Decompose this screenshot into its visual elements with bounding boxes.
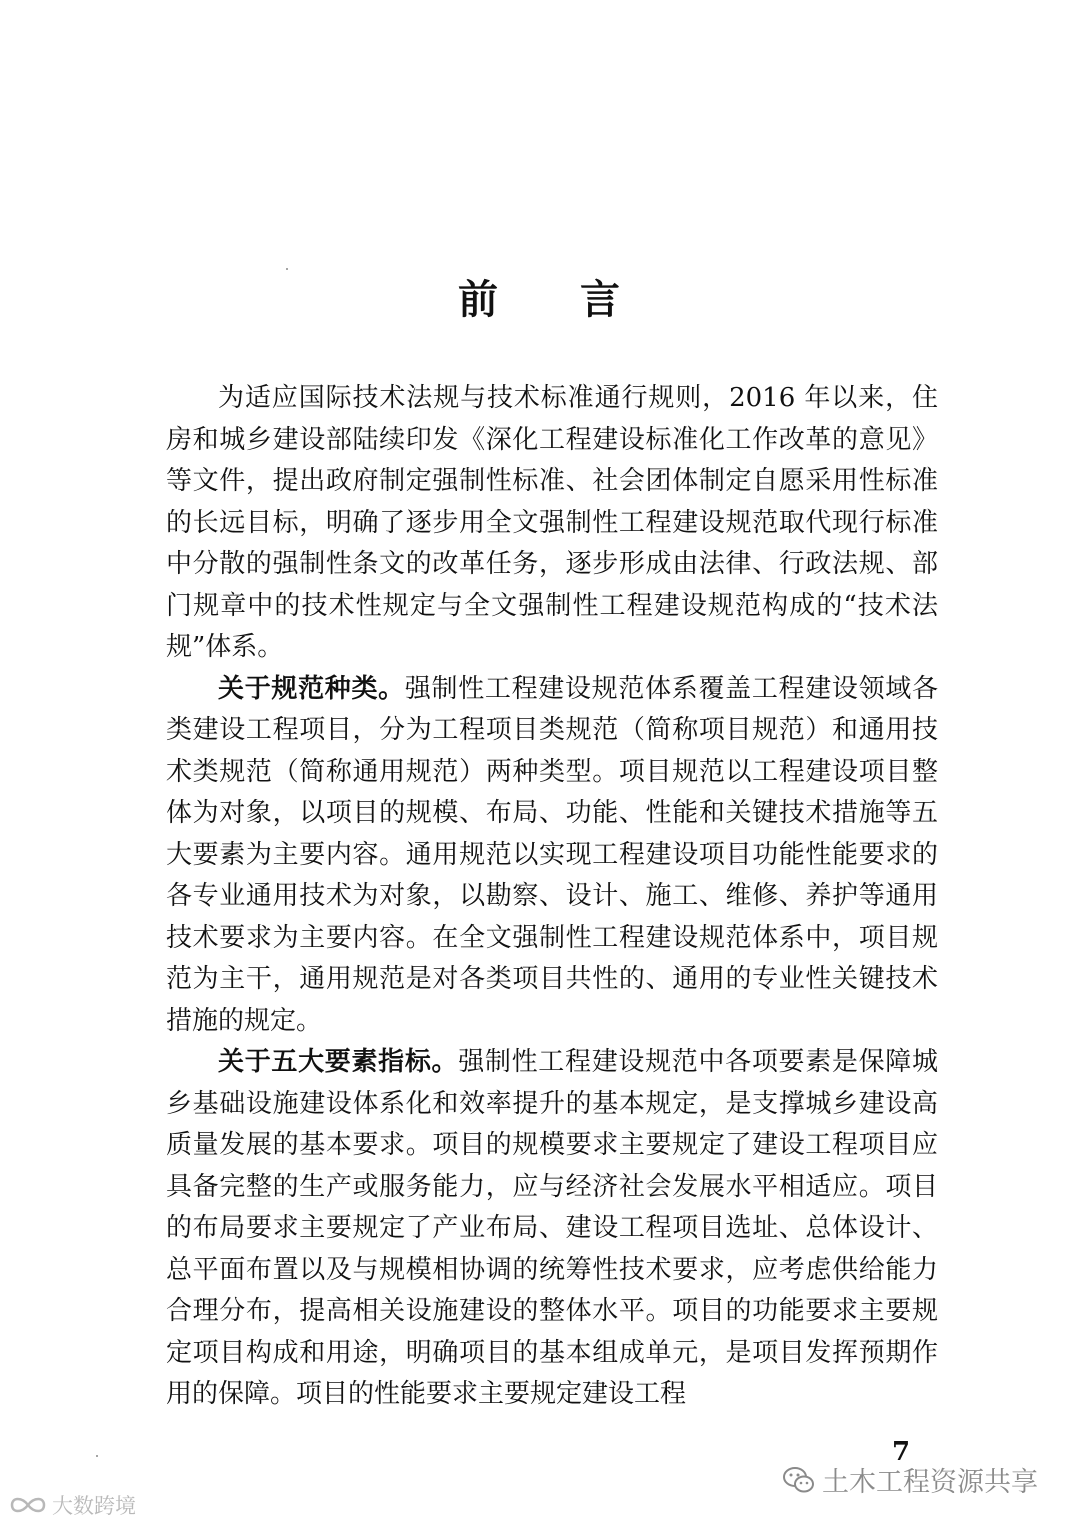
scan-speck [96,1455,98,1457]
infinity-logo-icon [8,1493,48,1517]
wechat-icon [782,1465,816,1495]
page-title-char-1: 前 [458,276,500,323]
paragraph-3-text: 强制性工程建设规范中各项要素是保障城乡基础设施建设体系化和效率提升的基本规定，是支撑城乡建设高质量发展的基本要求。项目的规模要求主要规定了建设工程项目应具备完整的生产或服务能力，应与经济社会发展水平相适应。项目的布局要求主要规定了产业布局、建设工程项目选址、总体设计、总平面布置以及与规模相协调的统筹性技术要求，应考虑供给能力合理分布，提高相关设施建设的整体水平。项目的功能要求主要规定项目构成和用途，明确项目的基本组成单元，是项目发挥预期作用的保障。项目的性能要求主要规定建设工程 [166,1047,938,1409]
watermark-left [8,1490,136,1520]
watermark-left-text: 大数跨境 [52,1494,136,1518]
paragraph-1-text: 为适应国际技术法规与技术标准通行规则，2016 年以来，住房和城乡建设部陆续印发《深化工程建设标准化工作改革的意见》等文件，提出政府制定强制性标准、社会团体制定自愿采用性标准的长远目标，明确了逐步用全文强制性工程建设规范取代现行标准中分散的强制性条文的改革任务，逐步形成由法律、行政法规、部门规章中的技术性规定与全文强制性工程建设规范构成的“技术法规”体系。 [166,383,938,662]
paragraph-3 [166,1042,938,1416]
paragraph-2 [166,669,938,1043]
watermark-right [782,1460,1038,1499]
paragraph-2-lead: 关于规范种类。 [218,673,405,704]
page-title-char-2: 言 [580,276,622,323]
page-number: 7 [892,1437,911,1467]
watermark-right-text: 土木工程资源共享 [822,1467,1038,1498]
page-title [0,268,1080,325]
paragraph-1 [166,378,938,669]
body-text [166,378,938,1416]
scan-speck [286,268,288,270]
paragraph-2-text: 强制性工程建设规范体系覆盖工程建设领域各类建设工程项目，分为工程项目类规范（简称项目规范）和通用技术类规范（简称通用规范）两种类型。项目规范以工程建设项目整体为对象，以项目的规模、布局、功能、性能和关键技术措施等五大要素为主要内容。通用规范以实现工程建设项目功能性能要求的各专业通用技术为对象，以勘察、设计、施工、维修、养护等通用技术要求为主要内容。在全文强制性工程建设规范体系中，项目规范为主干，通用规范是对各类项目共性的、通用的专业性关键技术措施的规定。 [166,673,938,1036]
paragraph-3-lead: 关于五大要素指标。 [218,1047,459,1077]
